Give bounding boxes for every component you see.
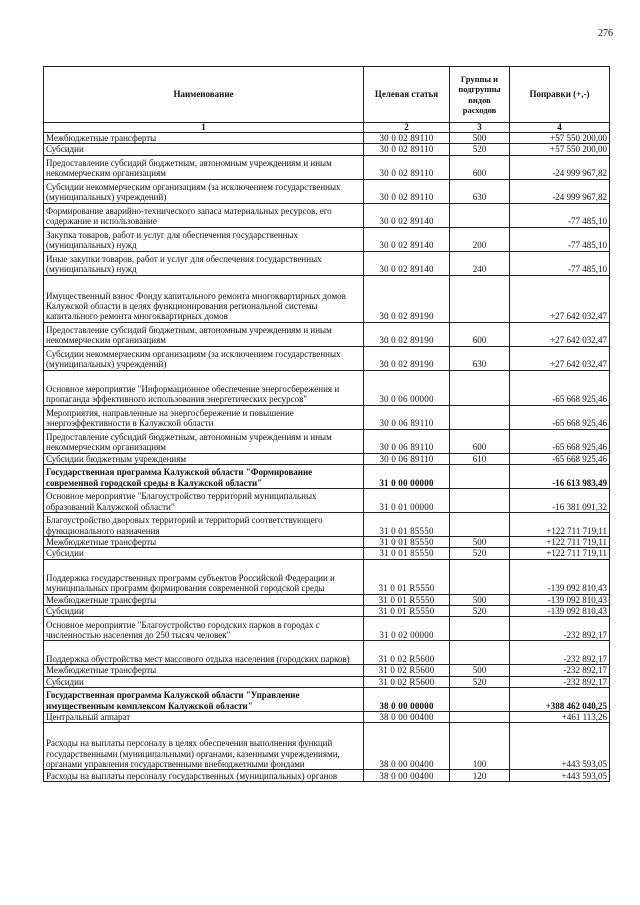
table-row	[44, 203, 610, 227]
row-amendment: -139 092 810,43	[510, 606, 610, 617]
row-target-article: 38 0 00 00000	[364, 688, 450, 712]
row-expense-group: 600	[450, 429, 510, 453]
row-target-article: 31 0 00 00000	[364, 465, 450, 489]
row-amendment: -65 668 925,46	[510, 405, 610, 429]
column-number: 1	[44, 123, 364, 133]
row-target-article: 30 0 02 89110	[364, 155, 450, 179]
row-name: Межбюджетные трансферты	[44, 133, 364, 144]
row-expense-group: 520	[450, 606, 510, 617]
row-target-article: 30 0 06 89110	[364, 453, 450, 464]
row-name: Закупка товаров, работ и услуг для обеспечения государственных (муниципальных) нужд	[44, 227, 364, 251]
row-amendment: +443 593,05	[510, 723, 610, 770]
row-name: Расходы на выплаты персоналу в целях обеспечения выполнения функций государственными (муниципальными) органами, казенными учреждениями, органами управления государственными внебюджетными фондами	[44, 723, 364, 770]
row-expense-group: 520	[450, 676, 510, 687]
table-row	[44, 370, 610, 405]
row-amendment: +27 642 032,47	[510, 322, 610, 346]
row-name: Поддержка обустройства мест массового отдыха населения (городских парков)	[44, 641, 364, 665]
row-expense-group: 240	[450, 251, 510, 275]
table-row	[44, 617, 610, 641]
row-expense-group	[450, 465, 510, 489]
row-name: Расходы на выплаты персоналу государственных (муниципальных) органов	[44, 770, 364, 782]
row-expense-group: 630	[450, 179, 510, 203]
row-expense-group	[450, 712, 510, 723]
row-amendment: +388 462 040,25	[510, 688, 610, 712]
row-target-article: 30 0 06 89110	[364, 405, 450, 429]
row-target-article: 31 0 01 R5550	[364, 559, 450, 594]
column-number: 3	[450, 123, 510, 133]
row-name: Предоставление субсидий бюджетным, автономным учреждениям и иным некоммерческим организациям	[44, 429, 364, 453]
row-amendment: -24 999 967,82	[510, 179, 610, 203]
row-target-article: 30 0 02 89190	[364, 322, 450, 346]
table-row	[44, 665, 610, 676]
row-target-article: 30 0 02 89190	[364, 346, 450, 370]
row-expense-group: 630	[450, 346, 510, 370]
row-amendment: +461 113,26	[510, 712, 610, 723]
table-row	[44, 322, 610, 346]
row-target-article: 31 0 02 R5600	[364, 676, 450, 687]
row-target-article: 30 0 02 89140	[364, 203, 450, 227]
row-amendment: -77 485,10	[510, 203, 610, 227]
table-row	[44, 723, 610, 770]
table-row	[44, 606, 610, 617]
table-row	[44, 155, 610, 179]
row-amendment: +57 550 200,00	[510, 133, 610, 144]
row-amendment: +122 711 719,11	[510, 537, 610, 548]
table-row	[44, 405, 610, 429]
row-target-article: 30 0 06 00000	[364, 370, 450, 405]
column-number: 2	[364, 123, 450, 133]
row-name: Межбюджетные трансферты	[44, 537, 364, 548]
row-target-article: 31 0 02 00000	[364, 617, 450, 641]
column-number-row	[44, 123, 610, 133]
column-number: 4	[510, 123, 610, 133]
row-expense-group	[450, 559, 510, 594]
row-name: Государственная программа Калужской области "Формирование современной городской среды в Калужской области"	[44, 465, 364, 489]
row-name: Субсидии	[44, 144, 364, 155]
row-amendment: +27 642 032,47	[510, 275, 610, 322]
table-row	[44, 641, 610, 665]
row-name: Формирование аварийно-технического запаса материальных ресурсов, его содержание и использование	[44, 203, 364, 227]
row-amendment: -65 668 925,46	[510, 370, 610, 405]
row-target-article: 31 0 01 85550	[364, 513, 450, 537]
row-expense-group: 610	[450, 453, 510, 464]
row-expense-group	[450, 688, 510, 712]
row-name: Мероприятия, направленные на энергосбережение и повышение энергоэффективности в Калужской области	[44, 405, 364, 429]
row-amendment: -16 381 091,32	[510, 489, 610, 513]
row-amendment: +57 550 200,00	[510, 144, 610, 155]
row-amendment: -232 892,17	[510, 617, 610, 641]
row-amendment: -65 668 925,46	[510, 429, 610, 453]
table-row	[44, 346, 610, 370]
table-row	[44, 770, 610, 782]
row-name: Поддержка государственных программ субъектов Российской Федерации и муниципальных программ формирования современной городской среды	[44, 559, 364, 594]
row-expense-group: 100	[450, 723, 510, 770]
row-target-article: 31 0 01 85550	[364, 537, 450, 548]
row-name: Благоустройство дворовых территорий и территорий соответствующего функционального назначения	[44, 513, 364, 537]
table-row	[44, 144, 610, 155]
row-expense-group: 520	[450, 548, 510, 559]
row-amendment: +27 642 032,47	[510, 346, 610, 370]
row-amendment: -139 092 810,43	[510, 559, 610, 594]
table-row	[44, 594, 610, 605]
table-row	[44, 251, 610, 275]
row-expense-group: 120	[450, 770, 510, 782]
table-row	[44, 179, 610, 203]
page-number: 276	[598, 28, 613, 39]
row-expense-group	[450, 203, 510, 227]
table-row	[44, 227, 610, 251]
row-expense-group	[450, 405, 510, 429]
row-name: Иные закупки товаров, работ и услуг для обеспечения государственных (муниципальных) нужд	[44, 251, 364, 275]
table-row	[44, 513, 610, 537]
row-name: Основное мероприятие "Информационное обеспечение энергосбережения и пропаганда эффективного использования энергетических ресурсов"	[44, 370, 364, 405]
row-expense-group: 500	[450, 133, 510, 144]
table-row	[44, 537, 610, 548]
table-row	[44, 489, 610, 513]
row-target-article: 31 0 02 R5600	[364, 641, 450, 665]
row-name: Государственная программа Калужской области "Управление имущественным комплексом Калужской области"	[44, 688, 364, 712]
row-target-article: 30 0 02 89110	[364, 133, 450, 144]
row-amendment: -232 892,17	[510, 676, 610, 687]
row-amendment: +443 593,05	[510, 770, 610, 782]
row-expense-group: 200	[450, 227, 510, 251]
table-row	[44, 275, 610, 322]
table-row	[44, 465, 610, 489]
row-name: Основное мероприятие "Благоустройство городских парков в городах с численностью населения до 250 тысяч человек"	[44, 617, 364, 641]
header-name: Наименование	[44, 67, 364, 123]
row-name: Имущественный взнос Фонду капитального ремонта многоквартирных домов Калужской области в целях функционирования региональной системы капитального ремонта многоквартирных домов	[44, 275, 364, 322]
row-name: Межбюджетные трансферты	[44, 594, 364, 605]
row-target-article: 31 0 01 00000	[364, 489, 450, 513]
row-expense-group	[450, 513, 510, 537]
row-expense-group	[450, 617, 510, 641]
row-name: Предоставление субсидий бюджетным, автономным учреждениям и иным некоммерческим организациям	[44, 155, 364, 179]
table-row	[44, 559, 610, 594]
row-name: Субсидии некоммерческим организациям (за исключением государственных (муниципальных) учреждений)	[44, 346, 364, 370]
row-expense-group: 500	[450, 665, 510, 676]
row-name: Предоставление субсидий бюджетным, автономным учреждениям и иным некоммерческим организациям	[44, 322, 364, 346]
row-target-article: 30 0 02 89190	[364, 275, 450, 322]
row-expense-group	[450, 641, 510, 665]
row-target-article: 31 0 02 R5600	[364, 665, 450, 676]
table-row	[44, 688, 610, 712]
row-target-article: 31 0 01 85550	[364, 548, 450, 559]
row-target-article: 38 0 00 00400	[364, 770, 450, 782]
row-target-article: 38 0 00 00400	[364, 723, 450, 770]
row-name: Субсидии некоммерческим организациям (за исключением государственных (муниципальных) учреждений)	[44, 179, 364, 203]
row-amendment: -77 485,10	[510, 227, 610, 251]
row-target-article: 30 0 02 89140	[364, 227, 450, 251]
row-name: Субсидии	[44, 606, 364, 617]
row-amendment: +122 711 719,11	[510, 548, 610, 559]
row-expense-group: 520	[450, 144, 510, 155]
row-target-article: 30 0 02 89110	[364, 144, 450, 155]
table-row	[44, 712, 610, 723]
row-target-article: 31 0 01 R5550	[364, 606, 450, 617]
row-expense-group: 600	[450, 322, 510, 346]
row-name: Субсидии	[44, 676, 364, 687]
table-row	[44, 133, 610, 144]
table-row	[44, 453, 610, 464]
row-amendment: -232 892,17	[510, 665, 610, 676]
row-amendment: -139 092 810,43	[510, 594, 610, 605]
row-amendment: -77 485,10	[510, 251, 610, 275]
row-expense-group: 500	[450, 594, 510, 605]
row-expense-group: 500	[450, 537, 510, 548]
header-groups: Группы и подгруппы видов расходов	[450, 67, 510, 123]
header-target-article: Целевая статья	[364, 67, 450, 123]
row-amendment: -16 613 983,49	[510, 465, 610, 489]
header-row	[44, 67, 610, 123]
row-target-article: 30 0 02 89110	[364, 179, 450, 203]
row-target-article: 30 0 06 89110	[364, 429, 450, 453]
row-name: Основное мероприятие "Благоустройство территорий муниципальных образований Калужской области"	[44, 489, 364, 513]
table-row	[44, 429, 610, 453]
row-amendment: -24 999 967,82	[510, 155, 610, 179]
row-expense-group: 600	[450, 155, 510, 179]
row-amendment: -232 892,17	[510, 641, 610, 665]
row-target-article: 31 0 01 R5550	[364, 594, 450, 605]
table-row	[44, 548, 610, 559]
table-row	[44, 676, 610, 687]
row-expense-group	[450, 370, 510, 405]
row-target-article: 38 0 00 00400	[364, 712, 450, 723]
row-amendment: +122 711 719,11	[510, 513, 610, 537]
row-amendment: -65 668 925,46	[510, 453, 610, 464]
row-target-article: 30 0 02 89140	[364, 251, 450, 275]
row-name: Межбюджетные трансферты	[44, 665, 364, 676]
header-amendments: Поправки (+,-)	[510, 67, 610, 123]
row-name: Субсидии	[44, 548, 364, 559]
row-expense-group	[450, 275, 510, 322]
row-expense-group	[450, 489, 510, 513]
budget-table	[43, 66, 610, 782]
row-name: Субсидии бюджетным учреждениям	[44, 453, 364, 464]
row-name: Центральный аппарат	[44, 712, 364, 723]
